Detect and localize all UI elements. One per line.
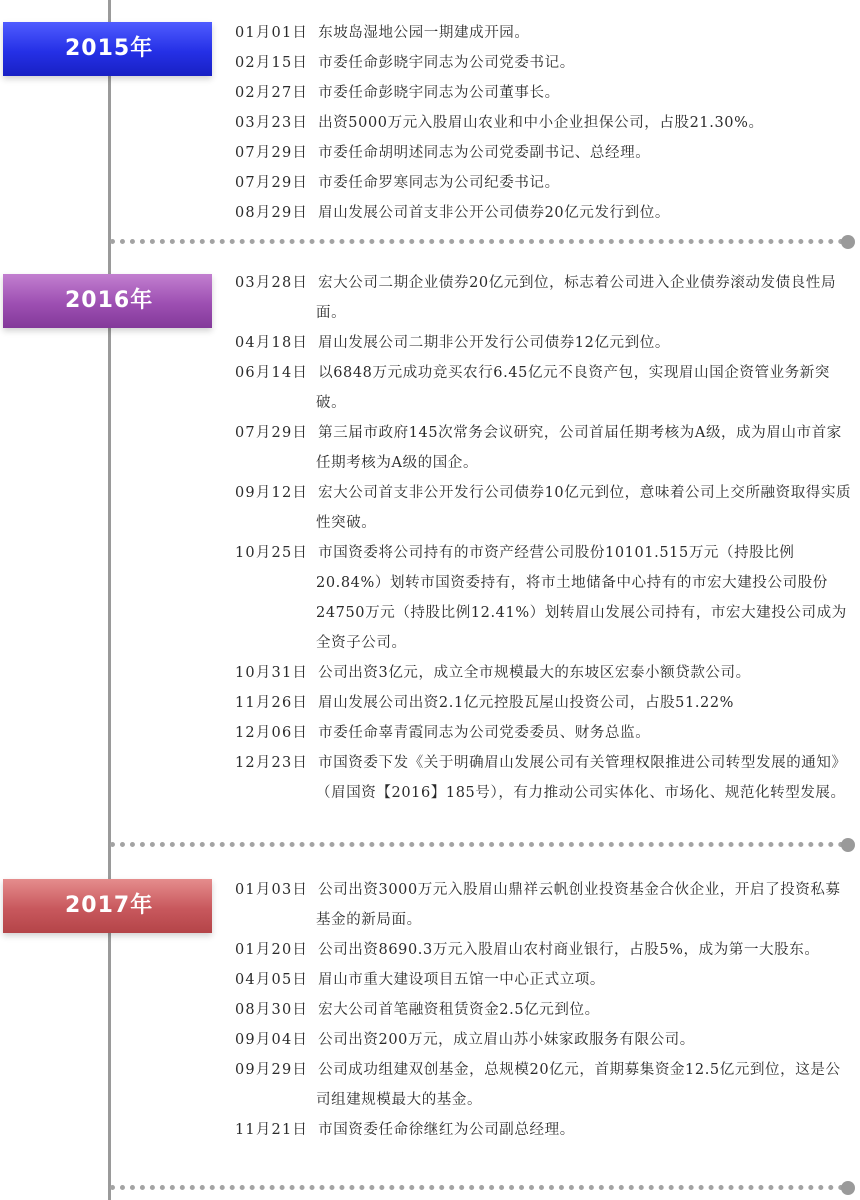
list-item: 09月04日 公司出资200万元，成立眉山苏小妹家政服务有限公司。 — [235, 1032, 695, 1048]
list-item: 01月01日 东坡岛湿地公园一期建成开园。 — [235, 25, 530, 41]
list-item: 09月29日 公司成功组建双创基金，总规模20亿元，首期募集资金12.5亿元到位，这是公司组建规模最大的基金。 — [235, 1062, 841, 1108]
list-item: 02月15日 市委任命彭晓宇同志为公司党委书记。 — [235, 55, 575, 71]
list-item: 12月06日 市委任命辜青霞同志为公司党委委员、财务总监。 — [235, 725, 651, 741]
separator-end-dot — [841, 235, 855, 249]
list-item: 02月27日 市委任命彭晓宇同志为公司董事长。 — [235, 85, 560, 101]
separator-end-dot — [841, 838, 855, 852]
year-badge-2016: 2016年 — [3, 274, 212, 328]
list-item: 08月29日 眉山发展公司首支非公开公司债券20亿元发行到位。 — [235, 205, 670, 221]
list-item: 12月23日 市国资委下发《关于明确眉山发展公司有关管理权限推进公司转型发展的通知》（眉国资【2016】185号），有力推动公司实体化、市场化、规范化转型发展。 — [235, 755, 847, 801]
list-item: 11月21日 市国资委任命徐继红为公司副总经理。 — [235, 1122, 575, 1138]
year-badge-2015: 2015年 — [3, 22, 212, 76]
year-badge-2017: 2017年 — [3, 879, 212, 933]
list-item: 04月05日 眉山市重大建设项目五馆一中心正式立项。 — [235, 972, 606, 988]
list-item: 01月03日 公司出资3000万元入股眉山鼎祥云帆创业投资基金合伙企业，开启了投资私募基金的新局面。 — [235, 882, 841, 928]
list-item: 10月31日 公司出资3亿元，成立全市规模最大的东坡区宏泰小额贷款公司。 — [235, 665, 751, 681]
list-item: 07月29日 市委任命罗寒同志为公司纪委书记。 — [235, 175, 560, 191]
list-item: 03月23日 出资5000万元入股眉山农业和中小企业担保公司，占股21.30%。 — [235, 115, 764, 131]
section-separator — [110, 842, 844, 847]
list-item: 01月20日 公司出资8690.3万元入股眉山农村商业银行，占股5%，成为第一大股东。 — [235, 942, 820, 958]
timeline-axis — [108, 0, 111, 1200]
list-item: 08月30日 宏大公司首笔融资租赁资金2.5亿元到位。 — [235, 1002, 600, 1018]
separator-end-dot — [841, 1181, 855, 1195]
list-item: 07月29日 第三届市政府145次常务会议研究，公司首届任期考核为A级，成为眉山市首家任期考核为A级的国企。 — [235, 425, 842, 471]
list-item: 09月12日 宏大公司首支非公开发行公司债券10亿元到位，意味着公司上交所融资取得实质性突破。 — [235, 485, 852, 531]
event-list-2017 — [235, 875, 855, 1145]
list-item: 11月26日 眉山发展公司出资2.1亿元控股瓦屋山投资公司，占股51.22% — [235, 695, 735, 711]
list-item: 07月29日 市委任命胡明述同志为公司党委副书记、总经理。 — [235, 145, 651, 161]
event-list-2015 — [235, 18, 855, 228]
event-list-2016 — [235, 268, 855, 808]
list-item: 10月25日 市国资委将公司持有的市资产经营公司股份10101.515万元（持股比例20.84%）划转市国资委持有，将市土地储备中心持有的市宏大建投公司股份24750万元（持股比例12.41%）划转眉山发展公司持有，市宏大建投公司成为全资子公司。 — [235, 545, 847, 651]
list-item: 03月28日 宏大公司二期企业债券20亿元到位，标志着公司进入企业债券滚动发债良性局面。 — [235, 275, 837, 321]
list-item: 06月14日 以6848万元成功竞买农行6.45亿元不良资产包，实现眉山国企资管业务新突破。 — [235, 365, 830, 411]
section-separator — [110, 1185, 844, 1190]
list-item: 04月18日 眉山发展公司二期非公开发行公司债券12亿元到位。 — [235, 335, 670, 351]
section-separator — [110, 239, 844, 244]
